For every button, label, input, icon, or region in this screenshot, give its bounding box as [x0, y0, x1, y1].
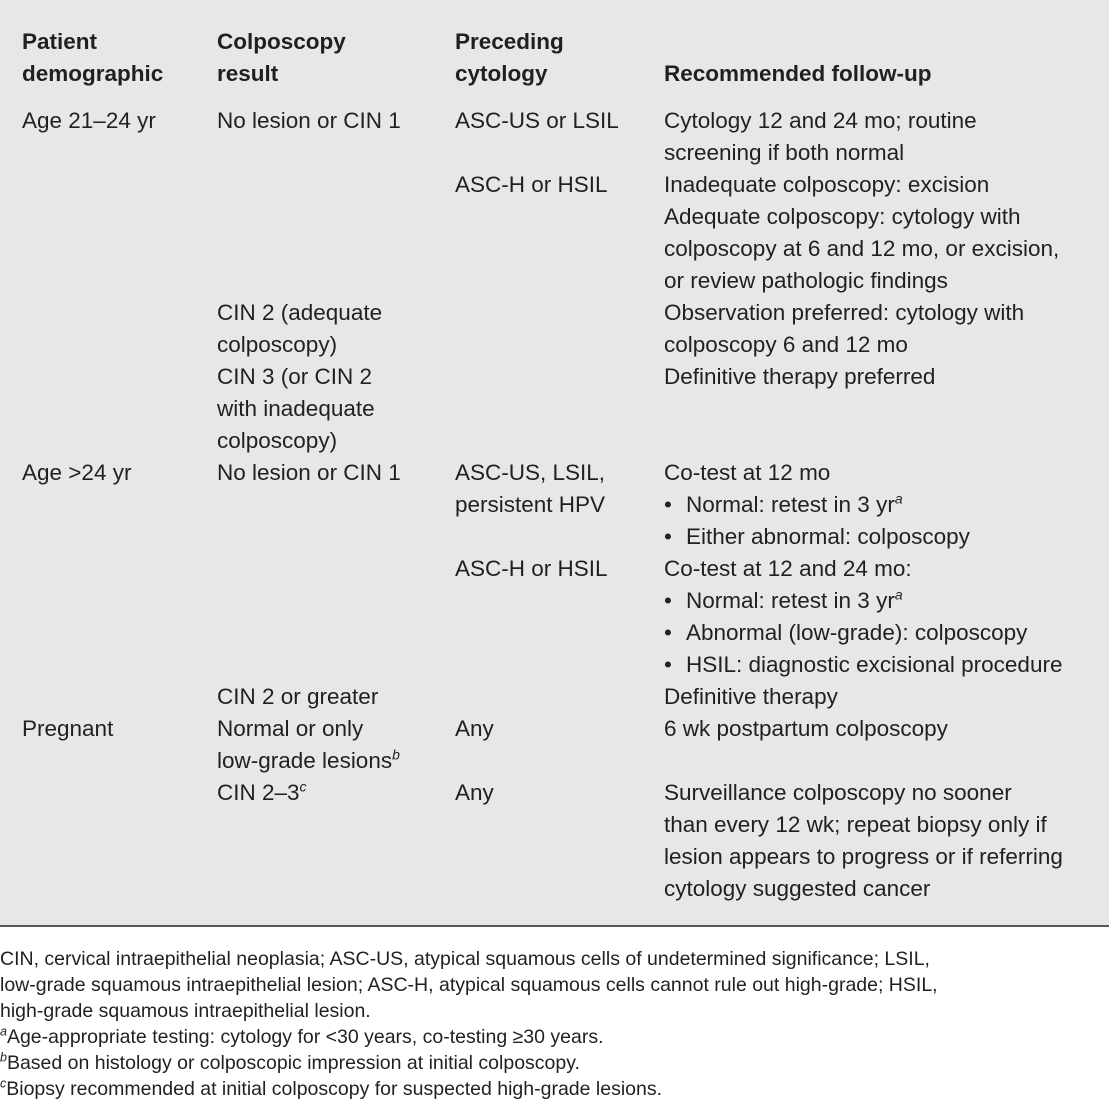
bullet-item: [664, 649, 1062, 681]
colposcopy-normal-low-grade: [217, 713, 400, 777]
colposcopy-cin2-greater: CIN 2 or greater: [217, 684, 379, 709]
bullet-text: Abnormal (low-grade): colposcopy: [686, 620, 1028, 645]
footnote-marker-a: a: [0, 1024, 7, 1039]
header-colposcopy-result: [217, 26, 346, 90]
followup-cytology-12-24: [664, 105, 977, 169]
followup-surveillance-colposcopy: [664, 777, 1063, 905]
header-recommended-follow-up: [664, 58, 932, 90]
footnote-marker-a: a: [894, 586, 903, 603]
followup-observation-preferred: [664, 297, 1024, 361]
cytology-any: Any: [455, 716, 494, 741]
demographic-pregnant: Pregnant: [22, 716, 114, 741]
cytology-asch-hsil: ASC-H or HSIL: [455, 172, 608, 197]
footnote-marker-c: c: [0, 1076, 7, 1091]
abbreviations-line: high-grade squamous intraepithelial lesion.: [0, 1000, 371, 1022]
followup-line: cytology suggested cancer: [664, 876, 931, 901]
colposcopy-line: [217, 745, 400, 777]
colposcopy-no-lesion-cin1: No lesion or CIN 1: [217, 460, 401, 485]
footnote-a: [0, 1024, 1109, 1050]
followup-line: Adequate colposcopy: cytology with: [664, 204, 1021, 229]
followup-line: Co-test at 12 mo: [664, 460, 831, 485]
followup-cotest-12: [664, 457, 970, 553]
footnote-marker-c: c: [299, 778, 307, 795]
followup-line: lesion appears to progress or if referring: [664, 844, 1063, 869]
header-text: cytology: [455, 61, 548, 86]
cytology-asch-hsil: ASC-H or HSIL: [455, 556, 608, 581]
bullet-text: HSIL: diagnostic excisional procedure: [686, 652, 1063, 677]
followup-postpartum-colposcopy: 6 wk postpartum colposcopy: [664, 716, 948, 741]
footnote-b: [0, 1050, 1109, 1076]
bullet-item: [664, 585, 1062, 617]
bullet-icon: •: [664, 524, 672, 549]
colposcopy-line: CIN 3 (or CIN 2: [217, 364, 373, 389]
bullet-text: Normal: retest in 3 yr: [686, 588, 895, 613]
colposcopy-cin2-adequate: [217, 297, 382, 361]
followup-line: than every 12 wk; repeat biopsy only if: [664, 812, 1047, 837]
followup-line: Inadequate colposcopy: excision: [664, 172, 990, 197]
footnote-marker-a: a: [894, 490, 903, 507]
abbreviations-line: low-grade squamous intraepithelial lesion; ASC-H, atypical squamous cells cannot rule out high-grade; HSIL,: [0, 974, 938, 996]
colposcopy-text: low-grade lesions: [217, 748, 393, 773]
bullet-item: [664, 521, 970, 553]
followup-line: Co-test at 12 and 24 mo:: [664, 556, 912, 581]
header-text: Colposcopy: [217, 29, 346, 54]
bullet-icon: •: [664, 652, 672, 677]
colposcopy-line: colposcopy): [217, 332, 338, 357]
demographic-age-over-24: Age >24 yr: [22, 460, 132, 485]
followup-colposcopy-excision: [664, 169, 1059, 297]
colposcopy-line: colposcopy): [217, 428, 338, 453]
bullet-item: [664, 489, 970, 521]
abbreviations-line: CIN, cervical intraepithelial neoplasia; ASC-US, atypical squamous cells of undetermined significance; LSIL,: [0, 948, 930, 970]
followup-definitive-preferred: Definitive therapy preferred: [664, 364, 936, 389]
colposcopy-cin2-3: [217, 777, 307, 809]
bullet-text: Normal: retest in 3 yr: [686, 492, 895, 517]
followup-line: colposcopy at 6 and 12 mo, or excision,: [664, 236, 1060, 261]
followup-definitive-therapy: Definitive therapy: [664, 684, 838, 709]
cytology-ascus-lsil: ASC-US or LSIL: [455, 108, 619, 133]
footnote-text: Based on histology or colposcopic impression at initial colposcopy.: [6, 1052, 580, 1074]
cytology-line: ASC-US, LSIL,: [455, 460, 606, 485]
cytology-ascus-lsil-hpv: [455, 457, 605, 521]
bullet-item: [664, 617, 1062, 649]
colposcopy-no-lesion-cin1: No lesion or CIN 1: [217, 108, 401, 133]
bullet-icon: •: [664, 620, 672, 645]
bullet-icon: •: [664, 588, 672, 613]
header-text: Patient: [22, 29, 98, 54]
footnotes: [0, 946, 1109, 1102]
followup-line: screening if both normal: [664, 140, 905, 165]
footnote-c: [0, 1076, 1109, 1102]
header-text: Preceding: [455, 29, 564, 54]
header-text: result: [217, 61, 279, 86]
followup-line: or review pathologic findings: [664, 268, 948, 293]
bullet-text: Either abnormal: colposcopy: [686, 524, 970, 549]
followup-cotest-12-24: [664, 553, 1062, 681]
cytology-any: Any: [455, 780, 494, 805]
footnote-text: Biopsy recommended at initial colposcopy for suspected high-grade lesions.: [6, 1078, 663, 1100]
header-text: demographic: [22, 61, 164, 86]
footnote-marker-b: b: [0, 1050, 7, 1065]
header-preceding-cytology: [455, 26, 564, 90]
colposcopy-line: CIN 2 (adequate: [217, 300, 383, 325]
footnote-marker-b: b: [392, 746, 400, 763]
followup-line: Observation preferred: cytology with: [664, 300, 1025, 325]
cytology-line: persistent HPV: [455, 492, 606, 517]
colposcopy-line: with inadequate: [217, 396, 375, 421]
followup-line: Cytology 12 and 24 mo; routine: [664, 108, 977, 133]
demographic-age-21-24: Age 21–24 yr: [22, 108, 156, 133]
footnote-text: Age-appropriate testing: cytology for <30 years, co-testing ≥30 years.: [6, 1026, 604, 1048]
header-text: Recommended follow-up: [664, 61, 932, 86]
colposcopy-cin3: [217, 361, 375, 457]
colposcopy-text: CIN 2–3: [217, 780, 300, 805]
header-patient-demographic: [22, 26, 163, 90]
bullet-icon: •: [664, 492, 672, 517]
colposcopy-line: Normal or only: [217, 716, 364, 741]
followup-line: colposcopy 6 and 12 mo: [664, 332, 908, 357]
followup-line: Surveillance colposcopy no sooner: [664, 780, 1012, 805]
